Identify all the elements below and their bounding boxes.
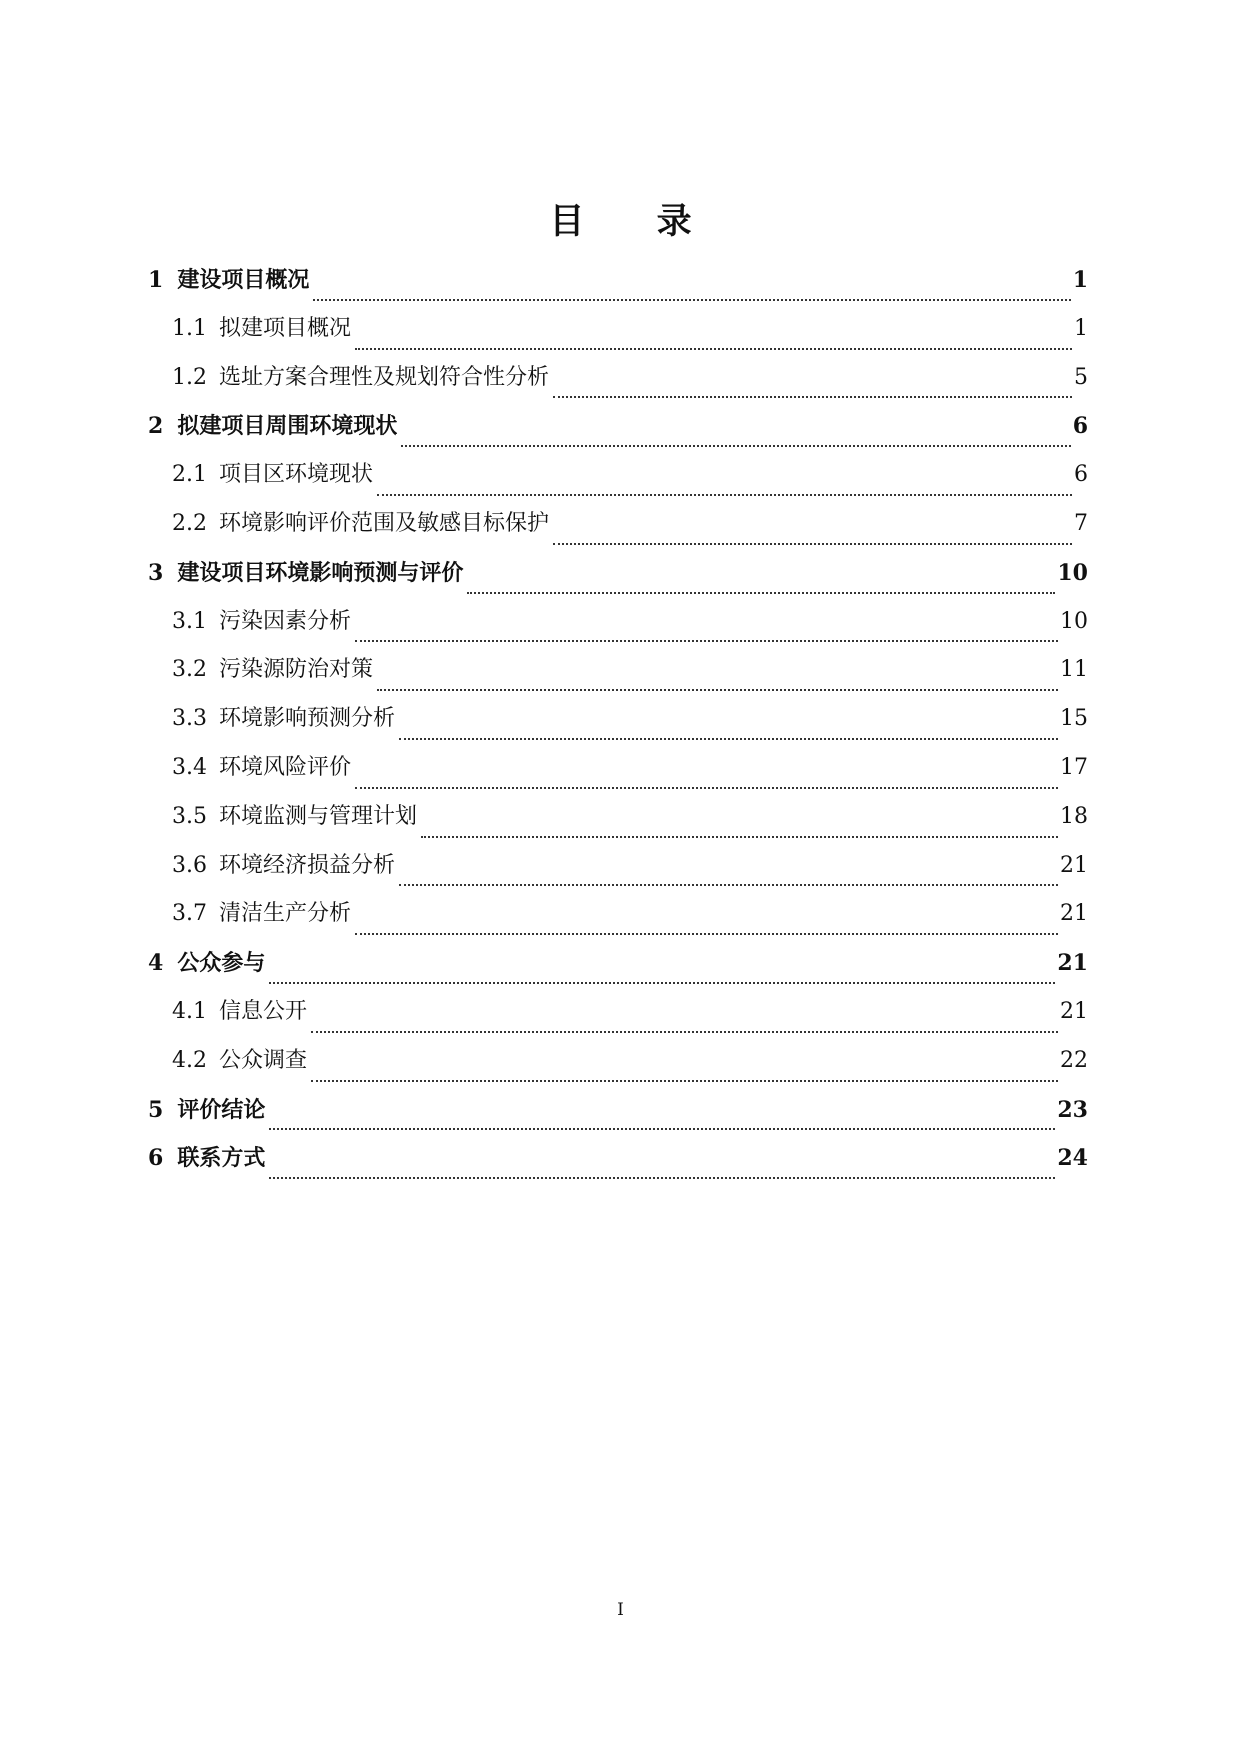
toc-entry-page: 6 — [1072, 413, 1088, 440]
dot-leader — [269, 1102, 1055, 1130]
toc-entry-number: 3.7 — [172, 901, 207, 927]
toc-entry-4-1[interactable] — [148, 994, 1088, 1043]
toc-entry-2-2[interactable] — [148, 506, 1088, 555]
dot-leader — [355, 907, 1058, 935]
dot-leader — [311, 1005, 1058, 1033]
toc-entry-number: 1.2 — [172, 364, 207, 390]
toc-entry-2-1[interactable] — [148, 457, 1088, 506]
toc-entry-label: 选址方案合理性及规划符合性分析 — [219, 364, 550, 390]
toc-entry-title — [172, 848, 399, 884]
toc-entry-page: 24 — [1057, 1145, 1088, 1172]
toc-entry-page: 6 — [1074, 462, 1088, 488]
page-title: 目 录 — [549, 201, 722, 242]
toc-entry-1[interactable] — [148, 262, 1088, 311]
toc-entry-title — [172, 896, 355, 932]
toc-entry-title — [148, 1092, 269, 1128]
toc-entry-number: 3.6 — [172, 852, 207, 878]
toc-entry-number: 3.4 — [172, 754, 207, 780]
toc-entry-label: 公众调查 — [219, 1047, 308, 1073]
toc-entry-number: 3 — [148, 559, 164, 586]
dot-leader — [421, 810, 1058, 838]
toc-entry-title — [172, 652, 377, 688]
dot-leader — [399, 712, 1058, 740]
table-of-contents — [148, 262, 1088, 1189]
toc-entry-3-6[interactable] — [148, 848, 1088, 897]
toc-entry-label: 环境风险评价 — [219, 754, 352, 780]
dot-leader — [313, 273, 1070, 301]
toc-entry-label: 建设项目概况 — [177, 267, 310, 293]
toc-entry-page: 23 — [1057, 1096, 1088, 1123]
toc-entry-page: 18 — [1060, 803, 1088, 829]
toc-entry-label: 联系方式 — [177, 1145, 266, 1172]
dot-leader — [355, 322, 1072, 350]
toc-entry-5[interactable] — [148, 1092, 1088, 1141]
toc-entry-label: 清洁生产分析 — [219, 901, 352, 927]
toc-entry-4-2[interactable] — [148, 1043, 1088, 1092]
toc-entry-3[interactable] — [148, 555, 1088, 604]
toc-entry-label: 环境监测与管理计划 — [219, 803, 418, 829]
toc-entry-3-7[interactable] — [148, 896, 1088, 945]
toc-entry-page: 21 — [1060, 998, 1088, 1024]
toc-entry-page: 11 — [1060, 657, 1088, 683]
toc-entry-title — [172, 994, 311, 1030]
toc-entry-label: 评价结论 — [177, 1096, 266, 1123]
toc-entry-page: 1 — [1072, 267, 1088, 293]
toc-entry-label: 建设项目环境影响预测与评价 — [177, 559, 464, 586]
toc-entry-number: 5 — [148, 1096, 164, 1123]
toc-entry-3-5[interactable] — [148, 799, 1088, 848]
toc-entry-page: 15 — [1060, 706, 1088, 732]
toc-entry-4[interactable] — [148, 945, 1088, 994]
toc-entry-3-1[interactable] — [148, 604, 1088, 653]
dot-leader — [553, 370, 1072, 398]
dot-leader — [355, 761, 1058, 789]
dot-leader — [401, 419, 1070, 447]
dot-leader — [377, 468, 1072, 496]
toc-entry-page: 21 — [1060, 901, 1088, 927]
dot-leader — [355, 614, 1058, 642]
toc-entry-title — [172, 750, 355, 786]
toc-entry-page: 5 — [1074, 364, 1088, 390]
toc-entry-number: 4.2 — [172, 1047, 207, 1073]
toc-entry-page: 1 — [1074, 315, 1088, 341]
toc-entry-3-3[interactable] — [148, 701, 1088, 750]
toc-entry-number: 4 — [148, 950, 164, 977]
toc-entry-3-2[interactable] — [148, 652, 1088, 701]
toc-entry-number: 2.2 — [172, 510, 207, 536]
toc-entry-title — [148, 945, 269, 981]
toc-entry-number: 1 — [148, 267, 164, 293]
dot-leader — [399, 858, 1058, 886]
dot-leader — [467, 566, 1055, 594]
toc-entry-label: 公众参与 — [177, 950, 266, 977]
toc-entry-1-2[interactable] — [148, 360, 1088, 409]
toc-entry-number: 1.1 — [172, 315, 207, 341]
dot-leader — [311, 1054, 1058, 1082]
toc-entry-title — [172, 799, 421, 835]
toc-entry-title — [172, 1043, 311, 1079]
dot-leader — [377, 663, 1058, 691]
toc-entry-title — [172, 701, 399, 737]
toc-entry-title — [172, 457, 377, 493]
toc-entry-1-1[interactable] — [148, 311, 1088, 360]
toc-entry-number: 3.2 — [172, 657, 207, 683]
toc-entry-label: 环境经济损益分析 — [219, 852, 396, 878]
toc-entry-page: 21 — [1060, 852, 1088, 878]
dot-leader — [269, 1151, 1055, 1179]
toc-entry-3-4[interactable] — [148, 750, 1088, 799]
dot-leader — [553, 517, 1072, 545]
toc-entry-number: 3.3 — [172, 706, 207, 732]
dot-leader — [269, 956, 1055, 984]
toc-entry-number: 3.1 — [172, 608, 207, 634]
toc-entry-page: 17 — [1060, 754, 1088, 780]
toc-entry-title — [148, 262, 313, 298]
toc-entry-page: 22 — [1060, 1047, 1088, 1073]
toc-entry-label: 信息公开 — [219, 998, 308, 1024]
toc-entry-number: 2 — [148, 413, 164, 440]
toc-entry-label: 拟建项目概况 — [219, 315, 352, 341]
toc-entry-2[interactable] — [148, 408, 1088, 457]
toc-entry-page: 7 — [1074, 510, 1088, 536]
toc-entry-title — [172, 360, 553, 396]
toc-entry-label: 污染源防治对策 — [219, 657, 374, 683]
toc-entry-number: 3.5 — [172, 803, 207, 829]
toc-entry-number: 6 — [148, 1145, 164, 1172]
toc-entry-number: 4.1 — [172, 998, 207, 1024]
page-number-footer: I — [617, 1600, 624, 1620]
toc-entry-title — [148, 555, 467, 591]
toc-entry-page: 21 — [1057, 950, 1088, 977]
toc-entry-page: 10 — [1060, 608, 1088, 634]
toc-entry-title — [172, 604, 355, 640]
toc-entry-label: 环境影响预测分析 — [219, 706, 396, 732]
toc-entry-title — [148, 1140, 269, 1176]
toc-entry-label: 污染因素分析 — [219, 608, 352, 634]
toc-entry-label: 环境影响评价范围及敏感目标保护 — [219, 510, 550, 536]
toc-entry-6[interactable] — [148, 1140, 1088, 1189]
toc-entry-title — [148, 408, 401, 444]
toc-entry-label: 拟建项目周围环境现状 — [177, 413, 398, 440]
toc-entry-title — [172, 506, 553, 542]
toc-entry-title — [172, 311, 355, 347]
toc-entry-number: 2.1 — [172, 462, 207, 488]
toc-entry-page: 10 — [1057, 559, 1088, 586]
toc-entry-label: 项目区环境现状 — [219, 462, 374, 488]
